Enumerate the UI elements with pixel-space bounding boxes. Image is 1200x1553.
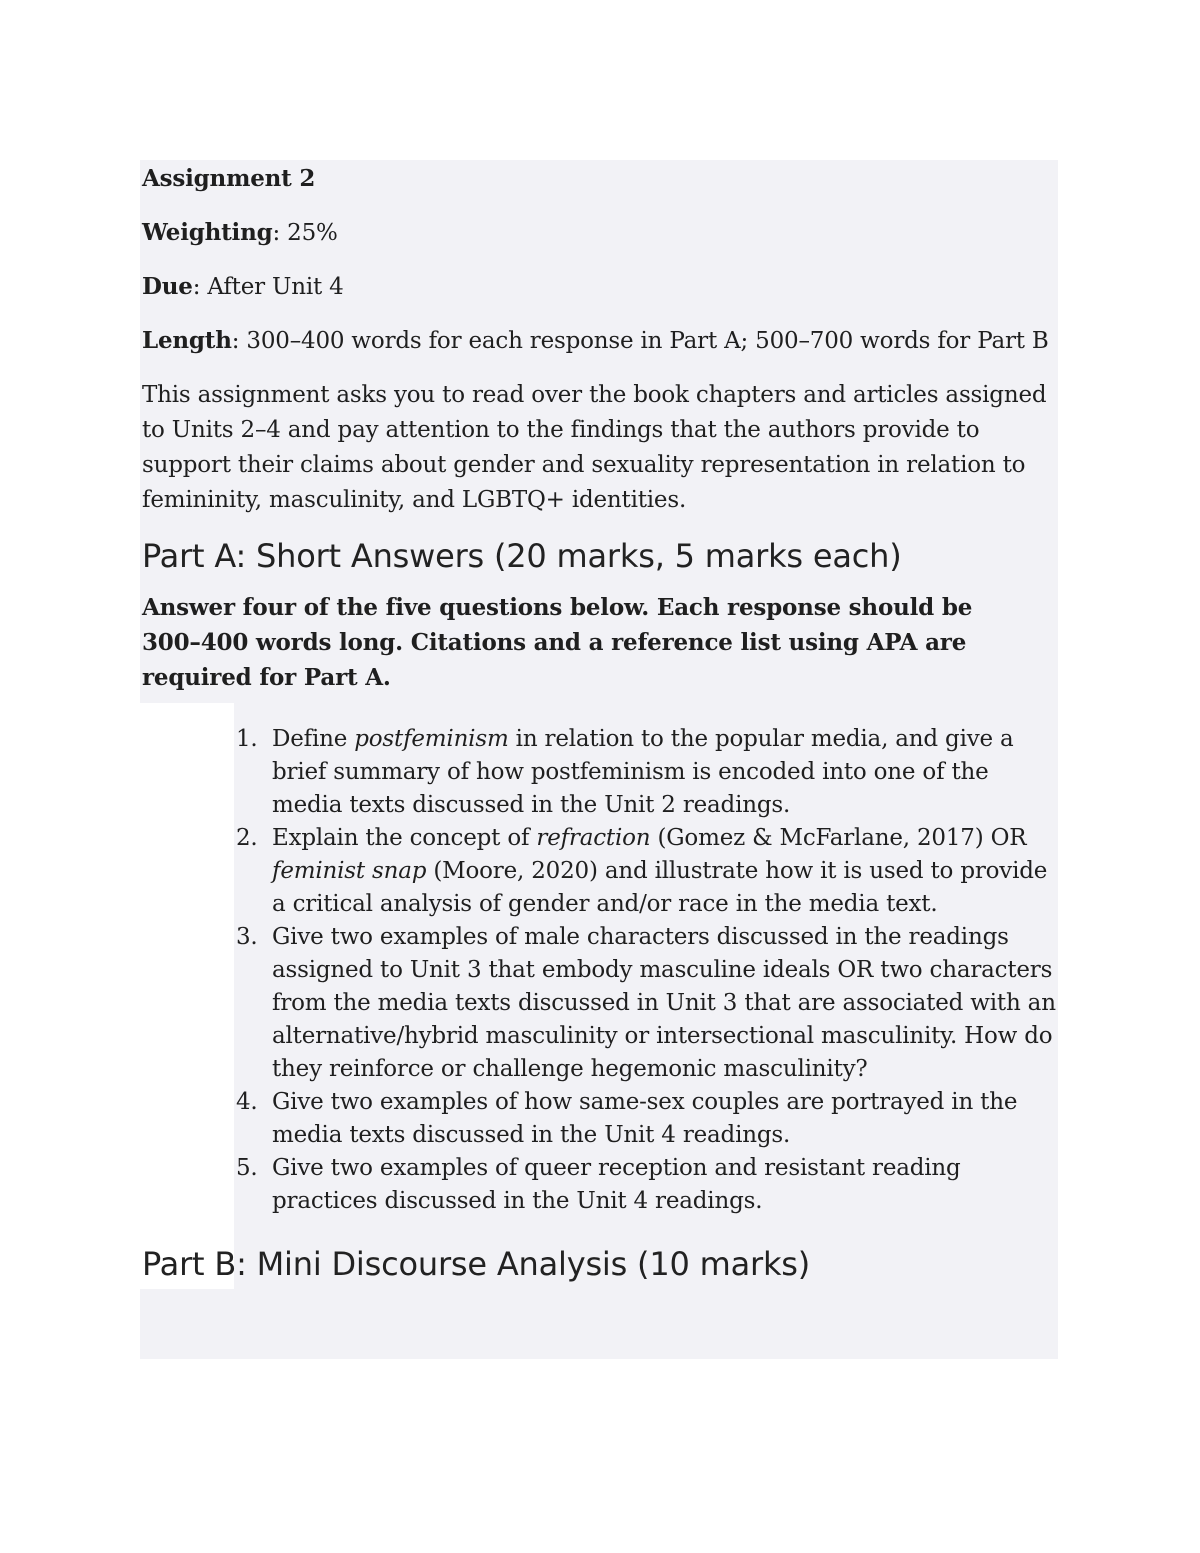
question-item: 1. Define postfeminism in relation to the popular media, and give a brief summary of how postfeminism is encoded into one of the media texts discussed in the Unit 2 readings.: [272, 723, 1062, 822]
question-item: 2. Explain the concept of refraction (Gomez & McFarlane, 2017) OR feminist snap (Moore, 2020) and illustrate how it is used to provide a critical analysis of gender and/or race in the media text.: [272, 822, 1062, 921]
due-line: [142, 270, 1062, 304]
length-label: Length: [142, 327, 232, 354]
question-number: 1.: [236, 726, 258, 752]
length-value: : 300–400 words for each response in Part A; 500–700 words for Part B: [231, 328, 1049, 354]
question-number: 5.: [236, 1155, 258, 1181]
part-b-heading: Part B: Mini Discourse Analysis (10 marks): [142, 1245, 811, 1283]
part-a-instructions: Answer four of the five questions below. Each response should be 300–400 words long. Citations and a reference list using APA are required for Part A.: [142, 594, 973, 691]
question-number: 2.: [236, 825, 258, 851]
question-item: 5. Give two examples of queer reception and resistant reading practices discussed in the Unit 4 readings.: [272, 1152, 1062, 1218]
weighting-label: Weighting: [142, 219, 273, 246]
document-body: [142, 162, 1062, 1286]
due-value: : After Unit 4: [192, 274, 344, 300]
assignment-intro: This assignment asks you to read over the book chapters and articles assigned to Units 2–4 and pay attention to the findings that the authors provide to support their claims about gender and sexuality representation in relation to femininity, masculinity, and LGBTQ+ identities.: [142, 382, 1047, 513]
question-item: 3. Give two examples of male characters discussed in the readings assigned to Unit 3 that embody masculine ideals OR two characters from the media texts discussed in Unit 3 that are associated with an alternative/hybrid masculinity or intersectional masculinity. How do they reinforce or challenge hegemonic masculinity?: [272, 921, 1062, 1086]
question-item: 4. Give two examples of how same-sex couples are portrayed in the media texts discussed in the Unit 4 readings.: [272, 1086, 1062, 1152]
weighting-value: : 25%: [272, 220, 338, 246]
shaded-region-bottom: [140, 1289, 1058, 1359]
question-number: 4.: [236, 1089, 258, 1115]
question-list: [142, 723, 1062, 1218]
assignment-title: Assignment 2: [142, 165, 316, 192]
due-label: Due: [142, 273, 193, 300]
part-a-heading: Part A: Short Answers (20 marks, 5 marks each): [142, 537, 902, 575]
question-number: 3.: [236, 924, 258, 950]
length-line: [142, 324, 1062, 358]
weighting-line: [142, 216, 1062, 250]
